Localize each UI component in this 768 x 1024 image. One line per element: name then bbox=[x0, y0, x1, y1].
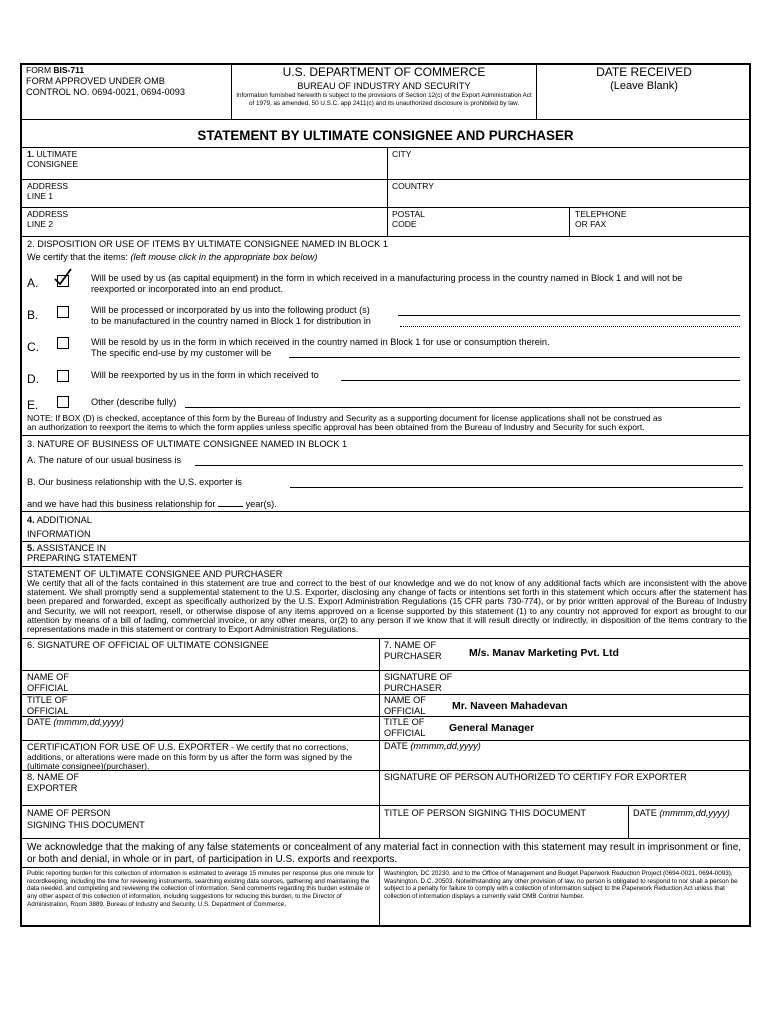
option-b-text-2: to be manufactured in the country named in Block 1 for distribution in bbox=[91, 316, 371, 326]
postal-code-label: POSTAL bbox=[392, 209, 425, 219]
acknowledgement-text: We acknowledge that the making of any false statements or concealment of any material fact in connection with this statement may result in imprisonment or fine, or both and denial, in whole or in part, of participation in U.S. exports and reexports. bbox=[27, 842, 742, 865]
divider bbox=[21, 867, 750, 868]
purchaser-signature-field[interactable] bbox=[460, 671, 748, 693]
divider bbox=[379, 638, 380, 838]
business-relationship-label: B. Our business relationship with the U.S. exporter is bbox=[27, 477, 242, 487]
nature-of-business-field[interactable] bbox=[195, 465, 743, 466]
telephone-label: TELEPHONE bbox=[575, 209, 627, 219]
telephone-field[interactable] bbox=[630, 208, 748, 235]
ultimate-consignee-label: 1. ULTIMATE bbox=[27, 149, 78, 159]
option-c-end-use-field[interactable] bbox=[289, 357, 740, 358]
option-c-letter: C. bbox=[27, 340, 39, 354]
option-c-text: Will be resold by us in the form in which received in the country named in Block 1 for use or consumption therein. bbox=[91, 337, 550, 347]
statement-heading: STATEMENT OF ULTIMATE CONSIGNEE AND PURCHASER bbox=[27, 569, 283, 579]
official-name-label-2: OFFICIAL bbox=[27, 683, 69, 693]
address-line2-field[interactable] bbox=[80, 208, 385, 235]
block6-heading: 6. SIGNATURE OF OFFICIAL OF ULTIMATE CONSIGNEE bbox=[27, 640, 269, 650]
official-name-label: NAME OF bbox=[27, 672, 69, 682]
burden-statement-left: Public reporting burden for this collection of information is estimated to average 15 minutes per response plus one minute for recordkeeping, including the time for reviewing instruments, searching existing data sources, gathering and maintaining the data needed, and completing and reviewing the collection of information. Send comments regarding this burden estimate or any other aspect of this collection of information, including suggestions for reducing this burden, to the Director of Administration, Room 3889, Bureau of Industry and Security, U.S. Department of Commerce, bbox=[27, 870, 374, 908]
ultimate-consignee-label-2: CONSIGNEE bbox=[27, 159, 79, 169]
certify-instruction: We certify that the items: (left mouse click in the appropriate box below) bbox=[27, 252, 318, 262]
option-a-text-2: reexported or incorporated into an end product. bbox=[91, 284, 284, 294]
exporter-date-field[interactable] bbox=[630, 820, 748, 837]
exporter-date-label: DATE (mmmm,dd,yyyy) bbox=[633, 808, 730, 818]
divider bbox=[569, 207, 570, 236]
signer-name-field[interactable] bbox=[160, 806, 378, 837]
form-number: FORM BIS-711 bbox=[26, 65, 85, 75]
checkmark-icon bbox=[52, 267, 74, 287]
option-e-describe-field[interactable] bbox=[185, 407, 740, 408]
option-b-product-field[interactable] bbox=[398, 315, 740, 316]
option-d-text: Will be reexported by us in the form in which received to bbox=[91, 370, 319, 380]
block2-heading: 2. DISPOSITION OR USE OF ITEMS BY ULTIMATE CONSIGNEE NAMED IN BLOCK 1 bbox=[27, 239, 388, 249]
disclosure-notice: Information furnished herewith is subject to the provisions of Section 12(c) of the Export Administration Act of 1979, as amended, 50 U.S.C. app 2411(c) and its unauthorized disclosure is prohibited by law. bbox=[236, 92, 532, 107]
authorized-signature-field[interactable] bbox=[381, 784, 748, 804]
address-line1-field[interactable] bbox=[80, 180, 385, 206]
block2-note-2: an authorization to reexport the items to which the form applies unless specific approval has been obtained from the Bureau of Industry and Security for such export. bbox=[27, 422, 645, 432]
additional-info-field[interactable] bbox=[120, 512, 748, 540]
purchaser-date-field[interactable] bbox=[500, 741, 748, 769]
assistance-label: 5. ASSISTANCE IN bbox=[27, 543, 106, 553]
department-name: U.S. DEPARTMENT OF COMMERCE bbox=[282, 65, 486, 79]
page-title: STATEMENT BY ULTIMATE CONSIGNEE AND PURCHASER bbox=[197, 128, 574, 143]
form-approved: FORM APPROVED UNDER OMB bbox=[26, 76, 165, 86]
divider bbox=[21, 435, 750, 436]
purchaser-official-title-value[interactable]: General Manager bbox=[449, 722, 535, 734]
purchaser-official-name-label: NAME OF bbox=[384, 695, 426, 705]
divider bbox=[628, 805, 629, 838]
signer-title-field[interactable] bbox=[381, 820, 627, 837]
exporter-name-label: 8. NAME OF bbox=[27, 772, 80, 782]
city-label: CITY bbox=[392, 149, 412, 159]
option-e-text: Other (describe fully) bbox=[91, 397, 177, 407]
divider bbox=[21, 119, 750, 120]
option-e-letter: E. bbox=[27, 398, 39, 412]
signer-name-label-2: SIGNING THIS DOCUMENT bbox=[27, 820, 145, 830]
country-label: COUNTRY bbox=[392, 181, 434, 191]
option-c-checkbox[interactable] bbox=[57, 337, 69, 349]
signer-title-label: TITLE OF PERSON SIGNING THIS DOCUMENT bbox=[384, 808, 586, 818]
consignee-official-title-field[interactable] bbox=[80, 695, 378, 715]
ultimate-consignee-field[interactable] bbox=[90, 148, 385, 178]
option-d-destination-field[interactable] bbox=[341, 380, 740, 381]
statement-text: We certify that all of the facts contained in this statement are true and correct to the best of our knowledge and we do not know of any additional facts which are inconsistent with the above statement. We shall promptly send a supplemental statement to the U.S. Exporter, disclosing any change of facts or intentions set forth in this statement which occurs after the statement has been prepared and forwarded, except as specifically authorized by the U.S. Export Administration Regulations (15 CFR parts 730-774), or by prior written approval of the Bureau of Industry and Security, we will not reexport, resell, or otherwise dispose of any items approved on a license supported by this statement (1) to any country not approved for export as brought to our attention by means of a bill of lading, commercial invoice, or any other means, or(2) to any person if we know that it will result directly or indirectly, in disposition of the items contrary to the representations made in this statement or contrary to Export Administration Regulations. bbox=[27, 578, 747, 634]
divider bbox=[21, 638, 750, 639]
address2-label-2: LINE 2 bbox=[27, 219, 53, 229]
option-b-distribution-field[interactable] bbox=[400, 326, 740, 327]
block2-note: NOTE: If BOX (D) is checked, acceptance of this form by the Bureau of Industry and Security as a supporting document for license applications shall not be construed as bbox=[27, 413, 662, 423]
consignee-signature-field[interactable] bbox=[22, 652, 378, 670]
consignee-official-name-field[interactable] bbox=[80, 671, 378, 693]
divider bbox=[21, 838, 750, 839]
option-c-text-2: The specific end-use by my customer will be bbox=[91, 348, 272, 358]
address2-label: ADDRESS bbox=[27, 209, 69, 219]
divider bbox=[21, 566, 750, 567]
divider bbox=[379, 867, 380, 927]
divider bbox=[379, 716, 750, 717]
purchaser-official-title-label-2: OFFICIAL bbox=[384, 728, 426, 738]
option-d-letter: D. bbox=[27, 372, 39, 386]
form-control-no: CONTROL NO. 0694-0021, 0694-0093 bbox=[26, 87, 185, 97]
exporter-name-field[interactable] bbox=[85, 771, 378, 801]
official-title-label: TITLE OF bbox=[27, 695, 68, 705]
relationship-years-field[interactable] bbox=[218, 498, 243, 507]
divider bbox=[21, 236, 750, 237]
telephone-label-2: OR FAX bbox=[575, 219, 607, 229]
purchaser-name-value[interactable]: M/s. Manav Marketing Pvt. Ltd bbox=[469, 647, 619, 659]
purchaser-signature-label: SIGNATURE OF bbox=[384, 672, 453, 682]
option-e-checkbox[interactable] bbox=[57, 396, 69, 408]
assistance-label-2: PREPARING STATEMENT bbox=[27, 553, 138, 563]
address1-label: ADDRESS bbox=[27, 181, 69, 191]
signer-name-label: NAME OF PERSON bbox=[27, 808, 111, 818]
purchaser-date-label: DATE (mmmm,dd,yyyy) bbox=[384, 741, 481, 751]
assistance-field[interactable] bbox=[160, 542, 748, 564]
consignee-date-label: DATE (mmmm,dd,yyyy) bbox=[27, 717, 124, 727]
postal-code-label-2: CODE bbox=[392, 219, 417, 229]
bureau-name: BUREAU OF INDUSTRY AND SECURITY bbox=[297, 81, 471, 91]
additional-info-label-2: INFORMATION bbox=[27, 529, 91, 539]
date-received-label: DATE RECEIVED bbox=[596, 65, 692, 79]
purchaser-signature-label-2: PURCHASER bbox=[384, 683, 442, 693]
purchaser-name-label: 7. NAME OF bbox=[384, 640, 437, 650]
leave-blank-label: (Leave Blank) bbox=[610, 80, 678, 92]
divider bbox=[379, 694, 750, 695]
relationship-duration: and we have had this business relationship for year(s). bbox=[27, 499, 277, 509]
burden-statement-right: Washington, DC 20230, and to the Office of Management and Budget Paperwork Reduction Project (0694-0021, 0694-0093), Washington, D.C. 20503. Notwithstanding any other provision of law, no person is obligated to respond to nor shall a person be subject to a penalty for failure to comply with a collection of information subject to the Paperwork Reduction Act unless that collection of information displays a currently valid OMB Control Number. bbox=[384, 870, 738, 901]
option-a-letter: A. bbox=[27, 276, 39, 290]
additional-info-label: 4. ADDITIONAL bbox=[27, 515, 92, 525]
authorized-signature-label: SIGNATURE OF PERSON AUTHORIZED TO CERTIFY FOR EXPORTER bbox=[384, 772, 687, 782]
country-field[interactable] bbox=[440, 180, 748, 206]
option-b-text: Will be processed or incorporated by us into the following product (s) bbox=[91, 305, 370, 315]
purchaser-official-name-value[interactable]: Mr. Naveen Mahadevan bbox=[452, 700, 568, 712]
purchaser-official-title-label: TITLE OF bbox=[384, 717, 425, 727]
certification-text: CERTIFICATION FOR USE OF U.S. EXPORTER - We certify that no corrections, additions, or alterations were made on this form by us after the form was signed by the (ultimate consignee)(purchaser). bbox=[27, 742, 353, 772]
address1-label-2: LINE 1 bbox=[27, 191, 53, 201]
official-title-label-2: OFFICIAL bbox=[27, 706, 69, 716]
nature-of-business-label: A. The nature of our usual business is bbox=[27, 455, 182, 465]
city-field[interactable] bbox=[420, 148, 748, 178]
purchaser-official-name-label-2: OFFICIAL bbox=[384, 706, 426, 716]
consignee-date-field[interactable] bbox=[140, 717, 378, 739]
option-b-checkbox[interactable] bbox=[57, 306, 69, 318]
option-a-text: Will be used by us (as capital equipment) in the form in which received in a manufacturing process in the country named in Block 1 and will not be bbox=[91, 273, 683, 283]
block3-heading: 3. NATURE OF BUSINESS OF ULTIMATE CONSIGNEE NAMED IN BLOCK 1 bbox=[27, 439, 348, 449]
divider bbox=[387, 147, 388, 236]
postal-code-field[interactable] bbox=[430, 208, 567, 235]
purchaser-name-label-2: PURCHASER bbox=[384, 651, 442, 661]
option-d-checkbox[interactable] bbox=[57, 370, 69, 382]
exporter-name-label-2: EXPORTER bbox=[27, 783, 78, 793]
option-b-letter: B. bbox=[27, 308, 39, 322]
divider bbox=[21, 805, 750, 806]
business-relationship-field[interactable] bbox=[290, 487, 743, 488]
